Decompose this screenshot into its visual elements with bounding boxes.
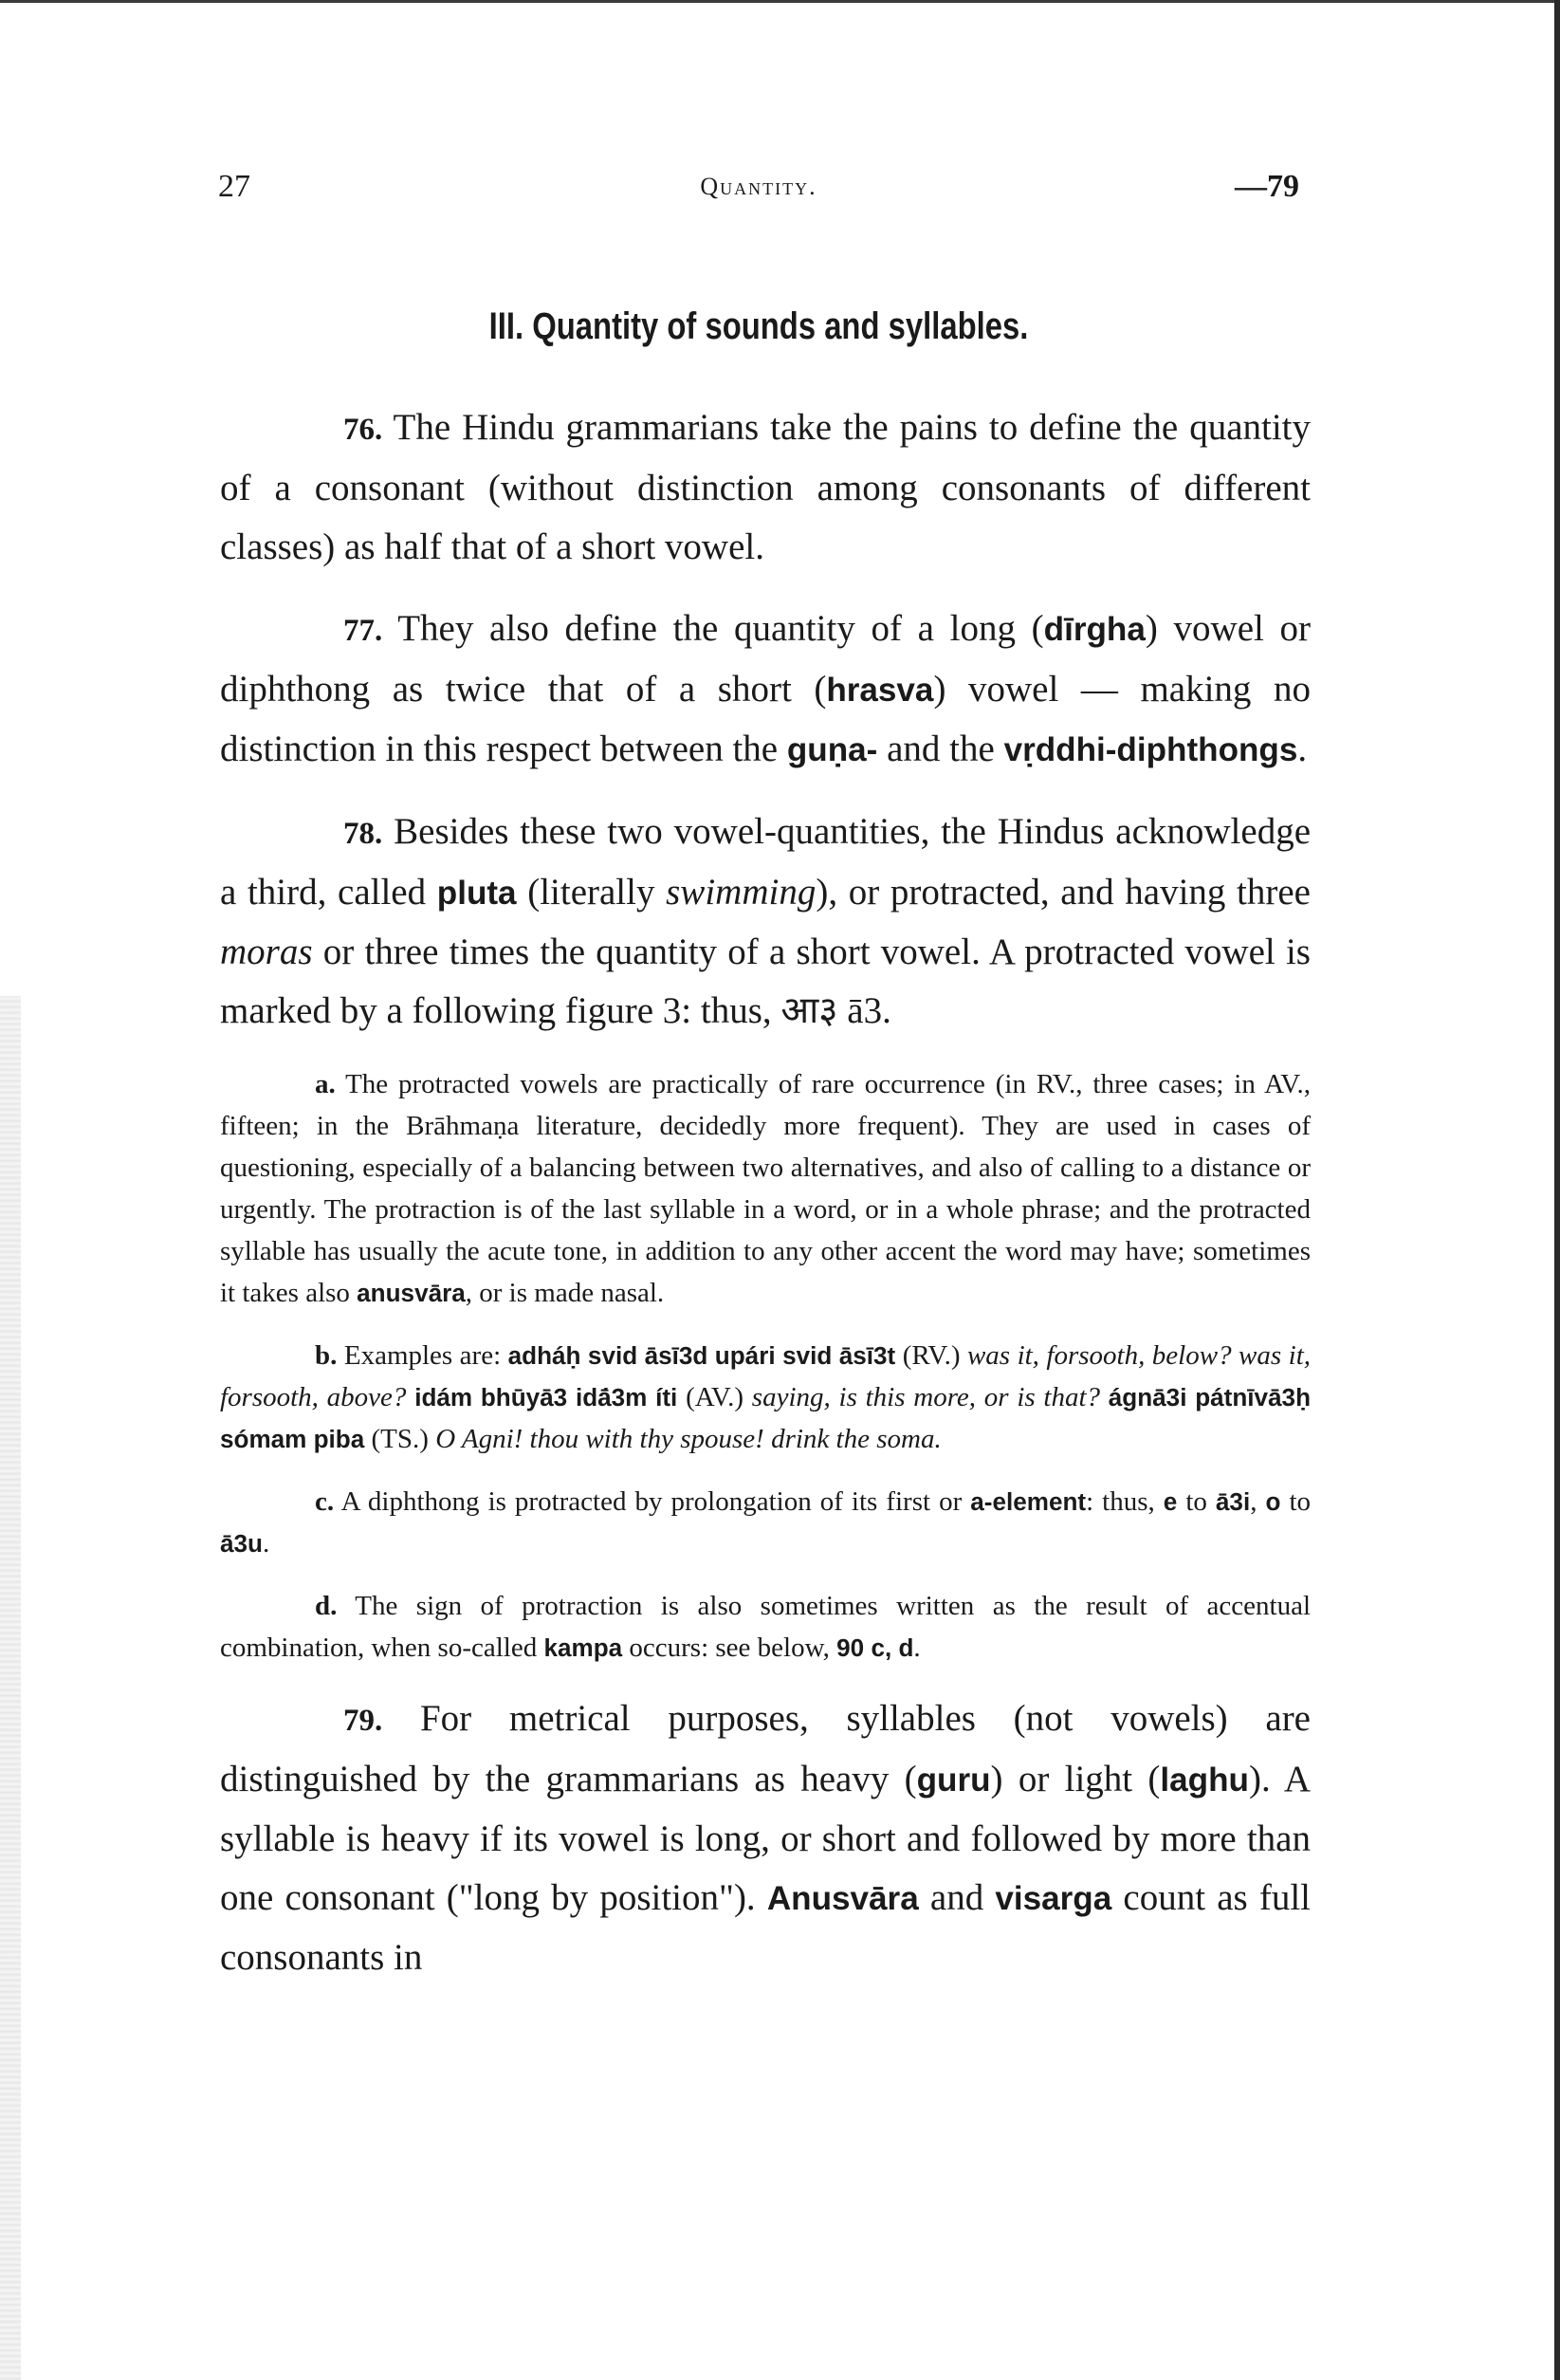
text-run: . (1297, 729, 1308, 769)
subparagraph-label: d. (315, 1591, 338, 1621)
text-run: ) or light ( (990, 1759, 1161, 1799)
text-run: . (913, 1633, 921, 1663)
running-head (218, 169, 1299, 216)
paragraph-79 (220, 1689, 1311, 1987)
scan-edge-top (0, 0, 1560, 3)
text-run: to (1177, 1486, 1216, 1517)
gloss-moras: moras (220, 932, 313, 972)
subparagraph-78a (220, 1063, 1311, 1314)
gloss-1: was it, forsooth, below? was it, forsooth, above? (220, 1340, 1311, 1412)
gloss-2: saying, is this more, or is that? (751, 1382, 1101, 1412)
example-2: idám bhūyā3 idā́3m íti (406, 1383, 678, 1411)
subparagraph-78c (220, 1481, 1311, 1564)
text-run: ) vowel or diphthong as twice that of a short ( (220, 608, 1312, 710)
running-head-title: Quantity. (700, 173, 817, 200)
paragraph-number: 78. (343, 817, 383, 851)
paragraph-number: 76. (343, 413, 383, 447)
text-run: They also define the quantity of a long ( (397, 608, 1044, 649)
term-guna: guṇa- (786, 731, 878, 768)
paragraph-76 (220, 398, 1311, 577)
text-run: ). A syllable is heavy if its vowel is long, or short and followed by more than one consonant ("long by position"). (220, 1759, 1311, 1918)
text-run: and (918, 1877, 996, 1918)
paragraph-77 (220, 600, 1311, 780)
gloss-3: O Agni! thou with thy spouse! drink the soma. (435, 1424, 942, 1454)
subparagraph-78b (220, 1335, 1311, 1460)
term-dirgha: dīrgha (1043, 611, 1146, 648)
text-run: Examples are: (343, 1340, 508, 1371)
text-run: and the (877, 729, 1004, 769)
text-run: The sign of protraction is also sometimes written as the result of accentual combination, when so-called (220, 1591, 1312, 1663)
subparagraph-label: a. (315, 1069, 336, 1099)
text-run: (TS.) (364, 1424, 436, 1454)
term-vrddhi: vṛddhi-diphthongs (1003, 731, 1298, 768)
term-guru: guru (916, 1762, 991, 1799)
term-visarga: visarga (995, 1880, 1112, 1917)
text-run: The protracted vowels are practically of rare occurrence (in RV., three cases; in AV., fifteen; in the Brāhmaṇa literature, decidedly more frequent). They are used in cases of questioning, especially of a balancing between two alternatives, and also of calling to a distance or urgently. The protraction is of the last syllable in a word, or in a whole phrase; and the protracted syllable has usually the acute tone, in addition to any other accent the word may have; sometimes it takes also (220, 1069, 1311, 1308)
text-run: to (1280, 1486, 1312, 1517)
text-run: count as full consonants in (220, 1877, 1311, 1978)
example-1: adháḥ svid āsī3d upári svid āsī3t (507, 1341, 896, 1370)
term-a3i: ā3i (1215, 1487, 1251, 1516)
section-heading: III. Quantity of sounds and syllables. (488, 305, 1029, 347)
term-kampa: kampa (543, 1633, 623, 1662)
section-range: —79 (1235, 169, 1299, 204)
text-run: A diphthong is protracted by prolongation of its first or (340, 1486, 971, 1517)
text-run: (AV.) (677, 1382, 752, 1412)
text-run: , (1250, 1486, 1266, 1517)
term-e: e (1163, 1487, 1178, 1516)
text-run: ) vowel — making no distinction in this respect between the (220, 669, 1311, 769)
text-run: (RV.) (895, 1340, 967, 1371)
text-run: For metrical purposes, syllables (not vowels) are distinguished by the grammarians as heavy ( (220, 1698, 1311, 1799)
term-a-element: a-element (970, 1487, 1087, 1516)
scan-edge-left (0, 996, 21, 2380)
term-laghu: laghu (1160, 1762, 1249, 1799)
term-hrasva: hrasva (826, 672, 934, 709)
page-number: 27 (218, 169, 250, 204)
term-anusvara: anusvāra (357, 1279, 466, 1307)
text-run: or three times the quantity of a short vowel. A protracted vowel is marked by a following figure 3: thus, आ३ ā3. (220, 932, 1311, 1031)
subparagraph-label: b. (315, 1340, 338, 1371)
cross-reference: 90 c, d (836, 1633, 914, 1662)
subparagraph-78d (220, 1585, 1311, 1669)
example-3: ágnā3i pátnīvā3ḥ sómam piba (220, 1383, 1312, 1453)
text-run: , or is made nasal. (465, 1278, 665, 1308)
term-pluta: pluta (436, 875, 517, 912)
text-run: ), or protracted, and having three (816, 872, 1311, 913)
page-body (220, 398, 1311, 2010)
paragraph-78 (220, 803, 1311, 1041)
paragraph-number: 79. (343, 1704, 383, 1738)
scan-edge-right (1554, 0, 1560, 2380)
subparagraph-label: c. (315, 1486, 335, 1517)
text-run: Besides these two vowel-quantities, the Hindus acknowledge a third, called (220, 811, 1311, 913)
term-a3u: ā3u (220, 1529, 263, 1558)
text-run: occurs: see below, (622, 1633, 837, 1663)
gloss-swimming: swimming (666, 872, 817, 913)
paragraph-text: The Hindu grammarians take the pains to define the quantity of a consonant (without distinction among consonants of different classes) as half that of a short vowel. (220, 407, 1312, 567)
paragraph-number: 77. (343, 614, 383, 648)
term-anusvara-79: Anusvāra (766, 1880, 919, 1917)
text-run: : thus, (1086, 1486, 1164, 1517)
text-run: (literally (516, 872, 667, 913)
text-run: . (262, 1528, 270, 1559)
term-o: o (1265, 1487, 1281, 1516)
